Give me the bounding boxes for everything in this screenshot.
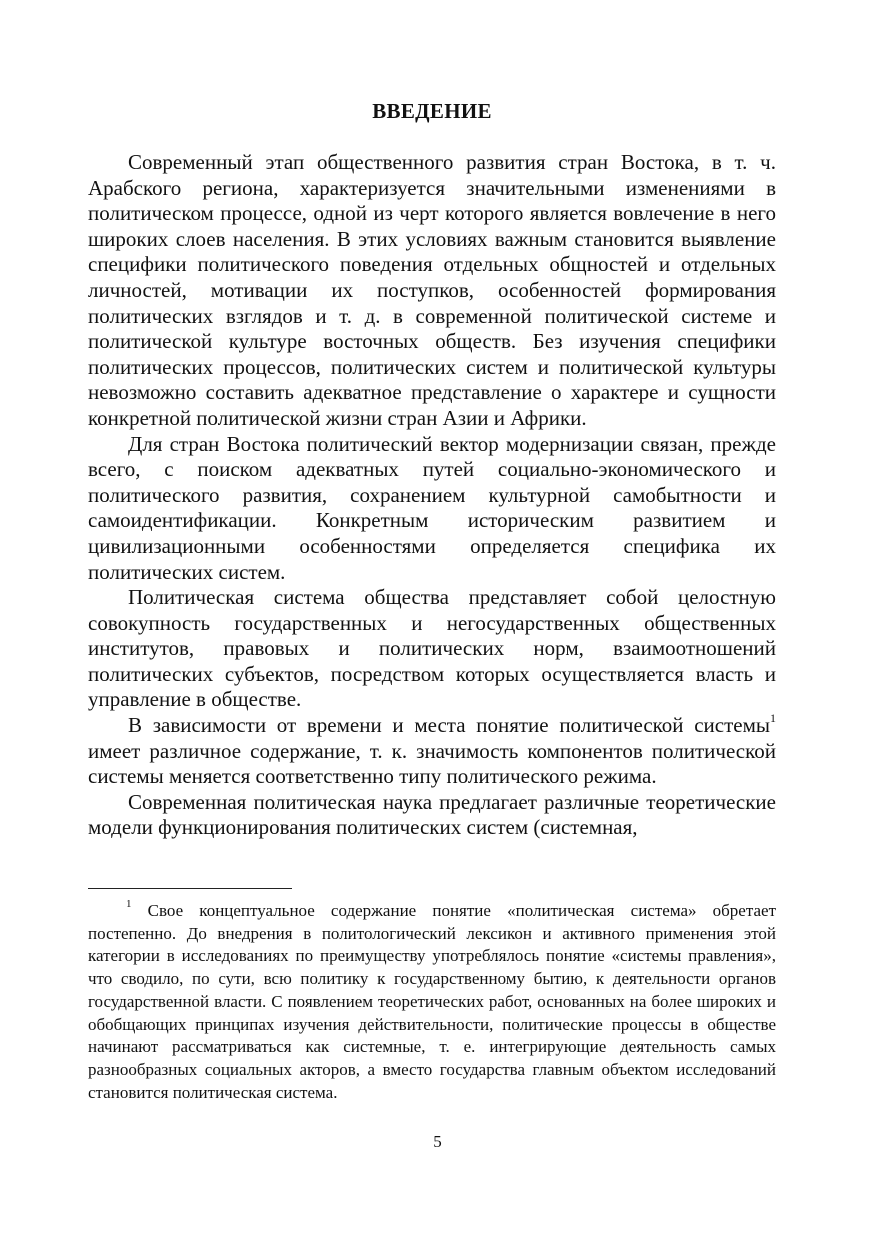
paragraph-1: Современный этап общественного развития стран Востока, в т. ч. Арабского региона, характеризуется значительными изменениями в политическом процессе, одной из черт которого является вовлечение в него широких слоев населения. В этих условиях важным становится выявление специфики политического поведения отдельных общностей и отдельных личностей, мотивации их поступков, особенностей формирования политических взглядов и т. д. в современной политической системе и политической культуре восточных обществ. Без изучения специфики политических процессов, политических систем и политической культуры невозможно составить адекватное представление о характере и сущности конкретной политической жизни стран Азии и Африки. xyxy=(88,150,776,430)
page-number: 5 xyxy=(433,1132,442,1151)
footnote-mark: 1 xyxy=(126,898,132,911)
paragraph-4-start: В зависимости от времени и места понятие политической системы xyxy=(128,713,770,738)
footnote-divider xyxy=(88,888,292,889)
footnote-text: Свое концептуальное содержание понятие «политическая система» обретает постепенно. До внедрения в политологический лексикон и активного применения этой категории в исследованиях по преимуществу употреблялось понятие «системы правления», что сводило, по сути, всю политику к государственному бытию, к деятельности органов государственной власти. С появлением теоретических работ, основанных на более широких и обобщающих принципах изучения действительности, политические процессы в обществе начинают рассматриваться как системные, т. е. интегрирующие деятельность самых разнообразных социальных акторов, а вместо государства главным объектом исследований становится политическая система. xyxy=(88,901,776,1102)
paragraph-5: Современная политическая наука предлагает различные теоретические модели функционирования политических систем (системная, xyxy=(88,789,776,840)
body-text xyxy=(88,150,776,841)
page-content xyxy=(88,96,776,841)
page-title: ВВЕДЕНИЕ xyxy=(372,99,492,123)
paragraph-4 xyxy=(88,713,776,790)
paragraph-2: Для стран Востока политический вектор модернизации связан, прежде всего, с поиском адекватных путей социально-экономического и политического развития, сохранением культурной самобытности и самоидентификации. Конкретным историческим развитием и цивилизационными особенностями определяется специфика их политических систем. xyxy=(88,431,776,584)
paragraph-4-end: имеет различное содержание, т. к. значимость компонентов политической системы меняется соответственно типу политического режима. xyxy=(88,738,776,789)
paragraph-3: Политическая система общества представляет собой целостную совокупность государственных и негосударственных общественных институтов, правовых и политических норм, взаимоотношений политических субъектов, посредством которых осуществляется власть и управление в обществе. xyxy=(88,585,776,712)
footnote-reference[interactable]: 1 xyxy=(770,711,776,726)
footnote xyxy=(88,900,776,1104)
